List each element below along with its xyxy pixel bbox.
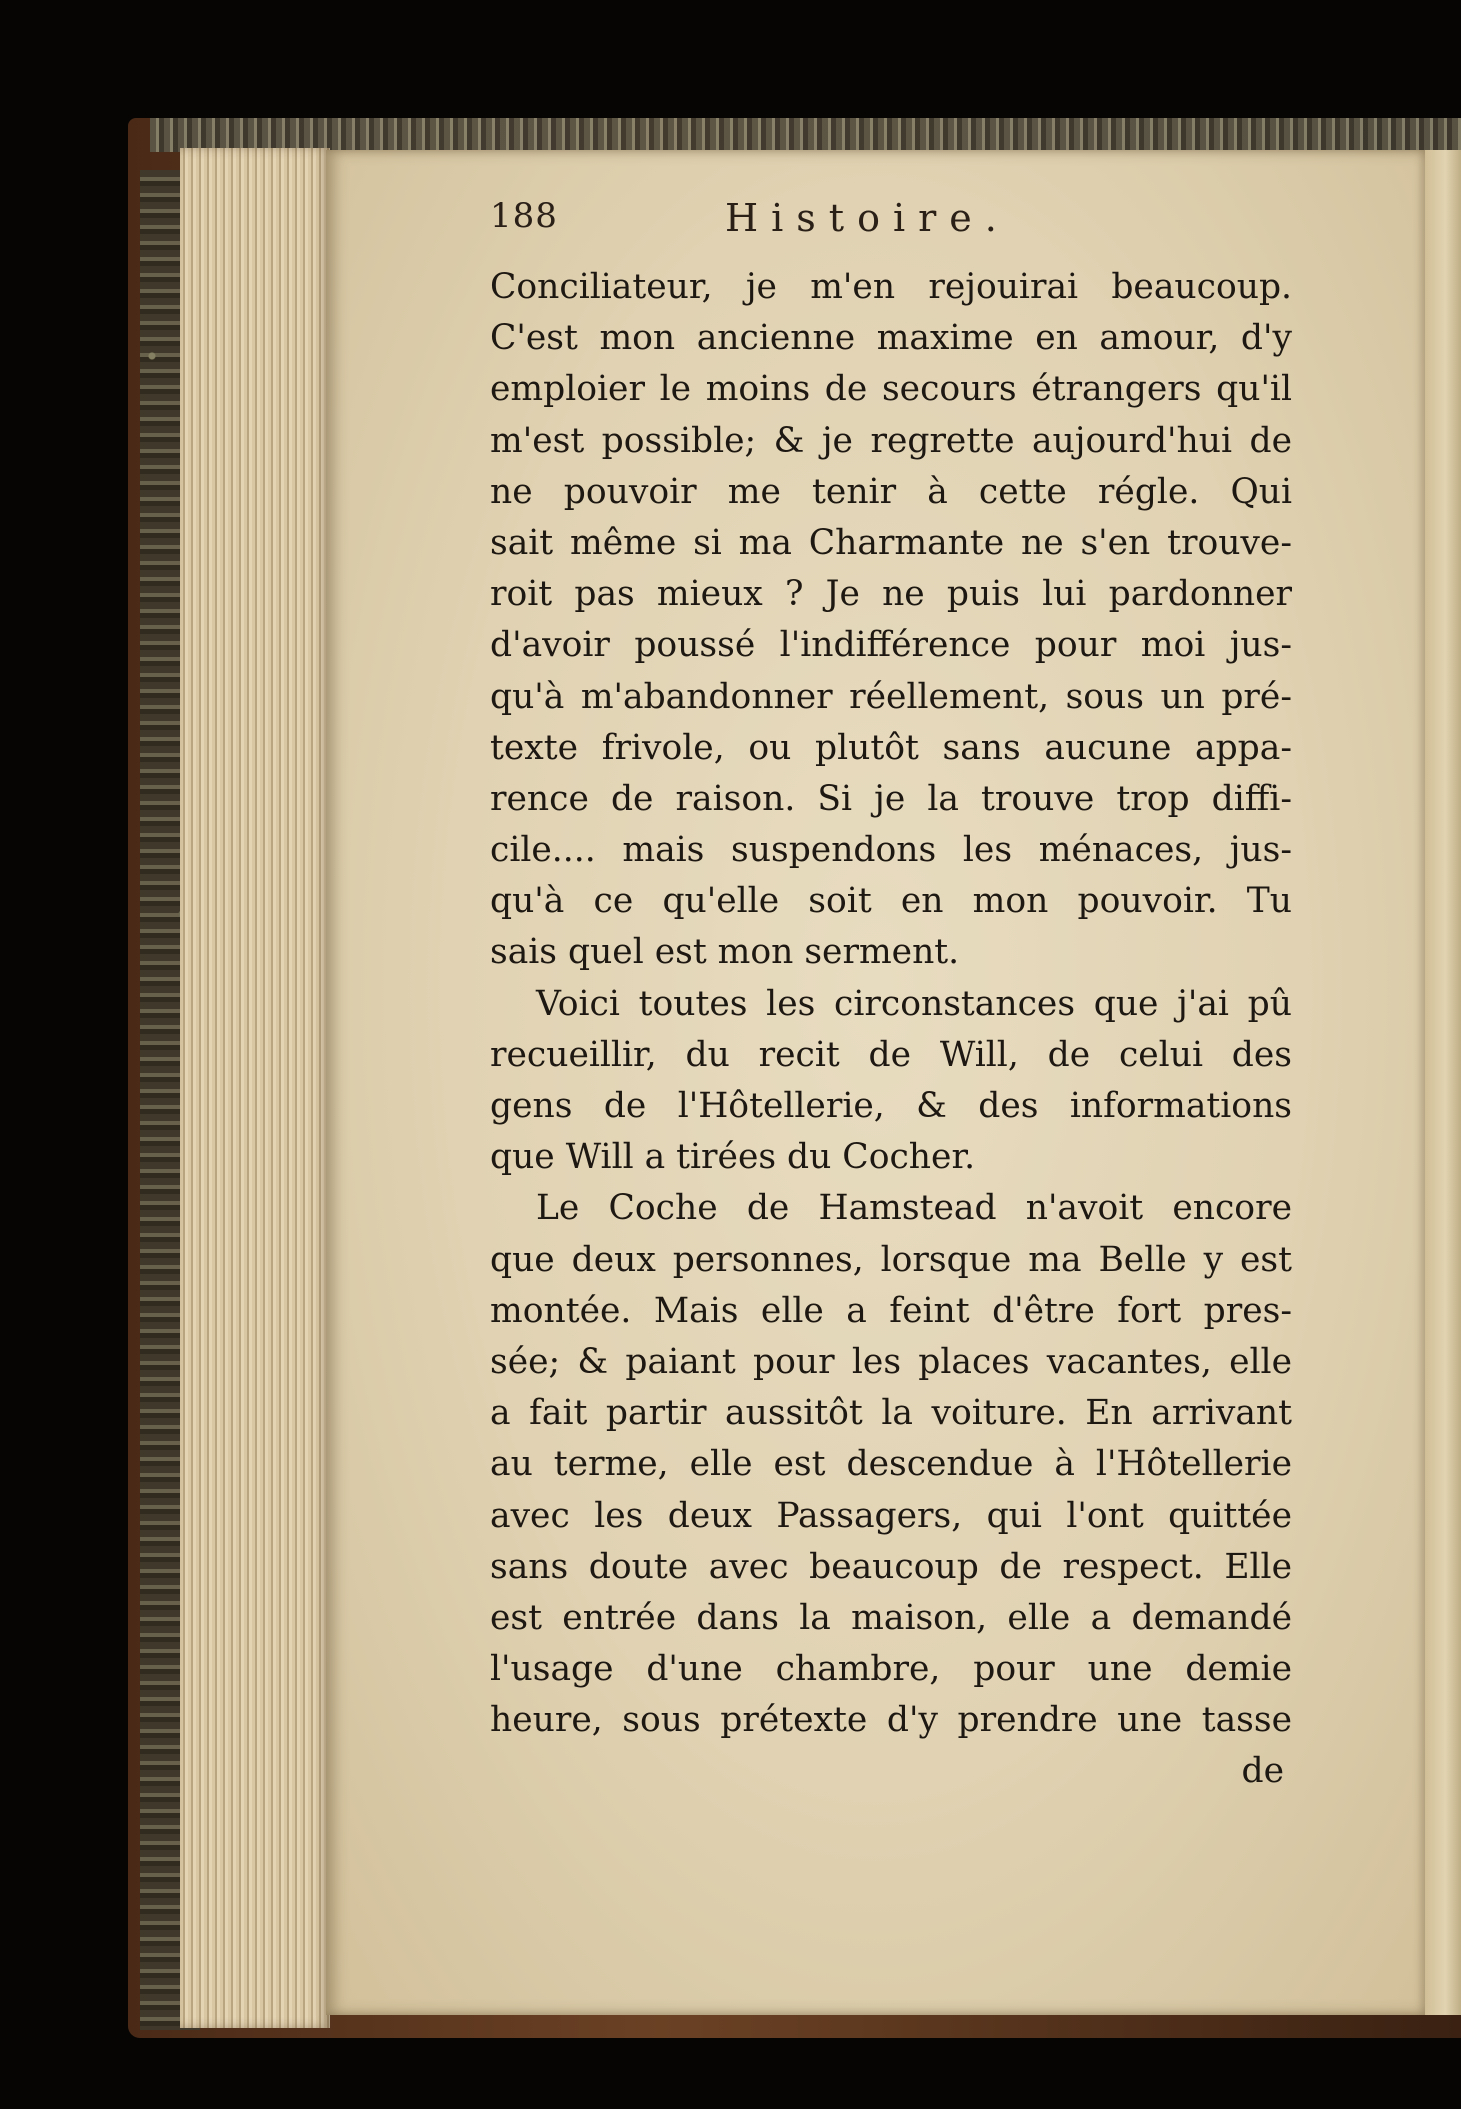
text-line: cile.... mais suspendons les ménaces, jus- [490,830,1292,871]
text-line: Voici toutes les circonstances que j'ai pû [536,983,1292,1024]
text-line: qu'à m'abandonner réellement, sous un pré- [490,676,1292,717]
text-line: Le Coche de Hamstead n'avoit encore [536,1188,1292,1229]
text-line: C'est mon ancienne maxime en amour, d'y [490,318,1292,359]
text-line: que Will a tirées du Cocher. [490,1137,976,1178]
text-line: ne pouvoir me tenir à cette régle. Qui [490,471,1292,512]
text-line: m'est possible; & je regrette aujourd'hui de [490,420,1292,461]
text-line: avec les deux Passagers, qui l'ont quittée [490,1495,1292,1536]
text-block [490,262,1292,1798]
text-line: d'avoir poussé l'indifférence pour moi jus- [490,625,1292,666]
page-header [490,196,1390,246]
text-line: l'usage d'une chambre, pour une demie [490,1649,1292,1690]
text-line: recueillir, du recit de Will, de celui des [490,1034,1292,1075]
text-line: texte frivole, ou plutôt sans aucune appa- [490,727,1292,768]
book-top-edge [150,118,1461,152]
text-line: Conciliateur, je m'en rejouirai beaucoup. [490,267,1292,307]
text-line: montée. Mais elle a feint d'être fort pres- [490,1290,1292,1331]
text-line: sans doute avec beaucoup de respect. Elle [490,1546,1292,1587]
text-line: heure, sous prétexte d'y prendre une tasse [490,1700,1292,1741]
text-line: gens de l'Hôtellerie, & des informations [490,1086,1292,1126]
text-line: au terme, elle est descendue à l'Hôtellerie [490,1444,1292,1485]
text-line: rence de raison. Si je la trouve trop diffi- [490,778,1292,819]
text-line: que deux personnes, lorsque ma Belle y est [490,1239,1292,1280]
page-number: 188 [490,196,558,236]
text-line: qu'à ce qu'elle soit en mon pouvoir. Tu [490,881,1292,922]
text-line: emploier le moins de secours étrangers qu'il [490,369,1292,410]
catchword: de [1241,1751,1284,1792]
running-title: Histoire. [725,196,1010,240]
text-line: a fait partir aussitôt la voiture. En arrivant [490,1393,1292,1434]
text-line: sais quel est mon serment. [490,932,960,973]
text-line: roit pas mieux ? Je ne puis lui pardonner [490,574,1292,615]
text-line: est entrée dans la maison, elle a demandé [490,1597,1292,1638]
facing-page-edge [1422,150,1461,2015]
text-line: sait même si ma Charmante ne s'en trouve- [490,522,1292,563]
page-edges-stack [180,148,330,2028]
text-line: sée; & paiant pour les places vacantes, elle [490,1341,1292,1382]
